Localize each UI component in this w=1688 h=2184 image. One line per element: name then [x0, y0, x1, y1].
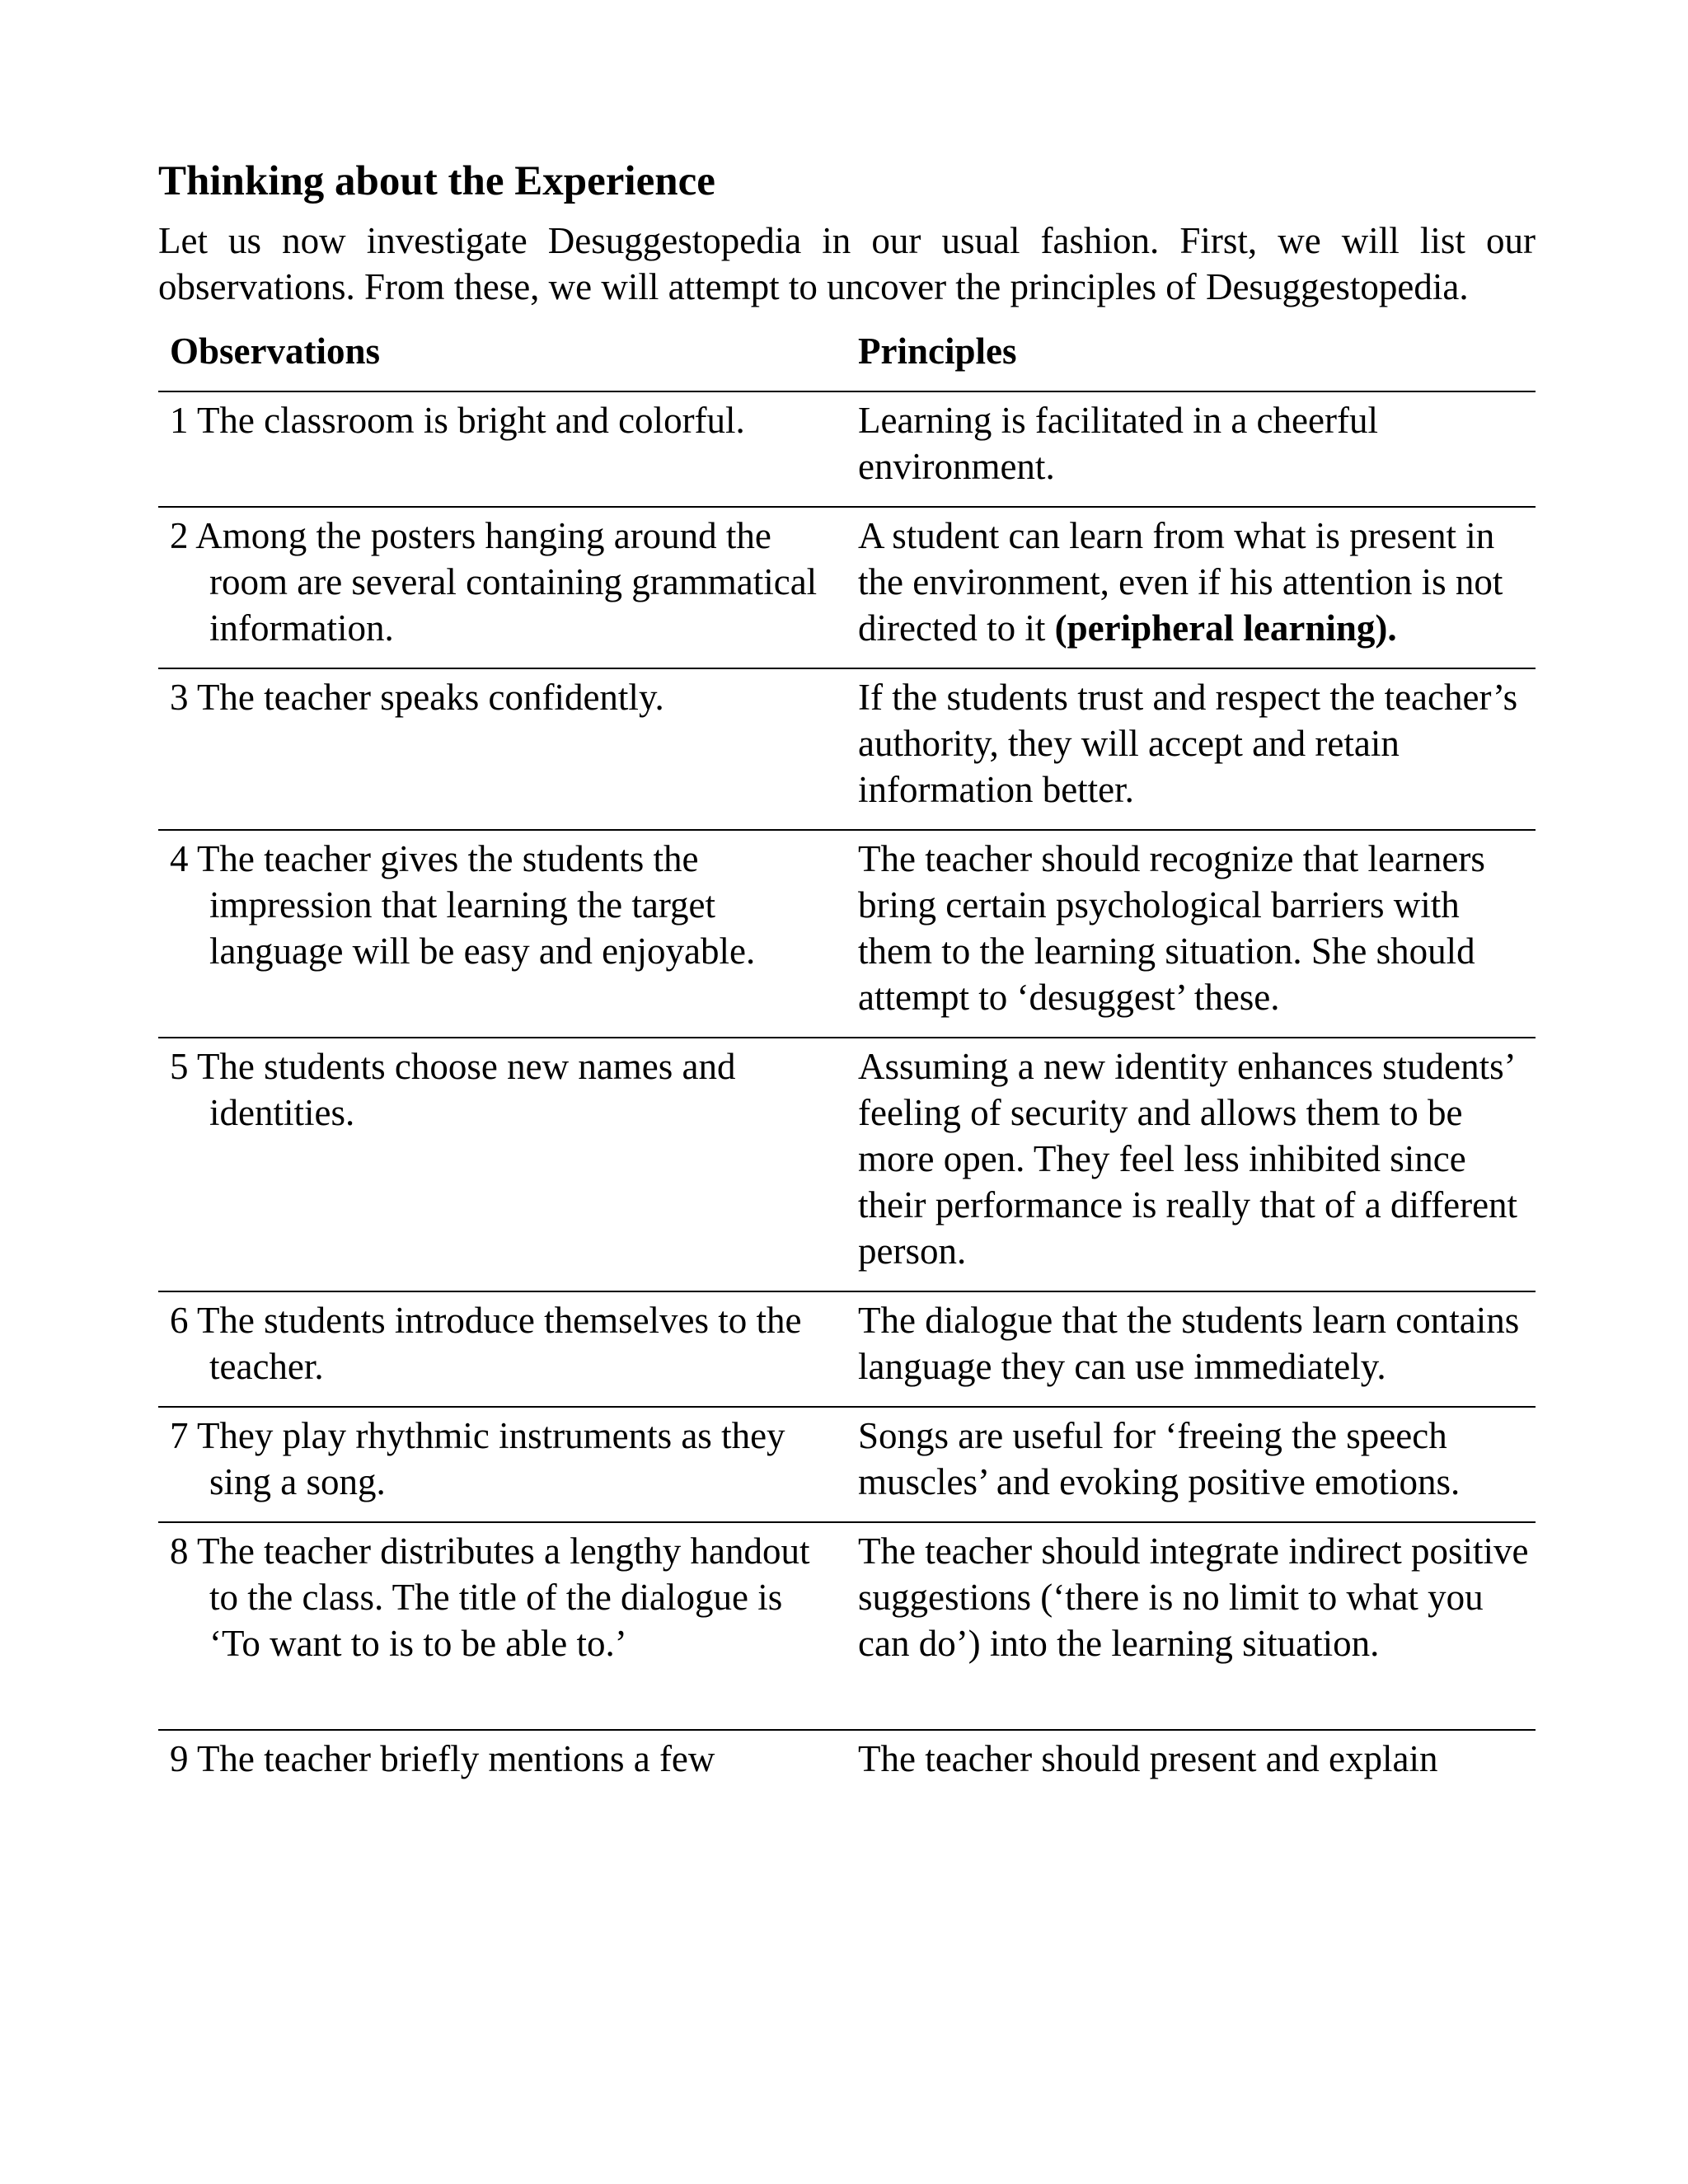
observation-text: The teacher briefly mentions a few	[196, 1738, 715, 1779]
principle-text: The teacher should recognize that learners bring certain psychological barriers with them to the learning situation. She should attempt to ‘desuggest’ these.	[858, 838, 1485, 1018]
observation-text: The teacher distributes a lengthy handout to the class. The title of the dialogue is ‘To want to is to be able to.’	[196, 1530, 810, 1664]
table-header-row	[158, 328, 1536, 391]
row-number: 7	[170, 1415, 189, 1456]
principle-text: The dialogue that the students learn contains language they can use immediately.	[858, 1300, 1520, 1387]
observation-cell	[158, 1522, 846, 1730]
principle-cell	[846, 1407, 1536, 1522]
observation-text: The classroom is bright and colorful.	[196, 400, 745, 441]
observation-text: The students choose new names and identities.	[196, 1046, 736, 1133]
principle-text: Learning is facilitated in a cheerful environment.	[858, 400, 1378, 487]
observation-cell	[158, 391, 846, 507]
table-row	[158, 1291, 1536, 1407]
observation-cell	[158, 1730, 846, 1798]
document-page	[158, 157, 1536, 1798]
observation-text: The students introduce themselves to the teacher.	[196, 1300, 802, 1387]
principle-bold-term: (peripheral learning).	[1054, 607, 1397, 649]
principle-cell	[846, 1038, 1536, 1291]
principle-text: The teacher should present and explain	[858, 1738, 1438, 1779]
row-number: 2	[170, 515, 189, 556]
principles-header: Principles	[846, 328, 1536, 391]
row-number: 3	[170, 677, 189, 718]
table-row	[158, 1038, 1536, 1291]
observation-cell	[158, 1291, 846, 1407]
table-row	[158, 391, 1536, 507]
table-row	[158, 668, 1536, 830]
table-row	[158, 1522, 1536, 1730]
observations-header: Observations	[158, 328, 846, 391]
principle-text: Assuming a new identity enhances students’ feeling of security and allows them to be more open. They feel less inhibited since their performance is really that of a different person.	[858, 1046, 1518, 1272]
observations-principles-table	[158, 328, 1536, 1798]
principle-text: A student can learn from what is present in the environment, even if his attention is not directed to it	[858, 515, 1503, 649]
table-row	[158, 1407, 1536, 1522]
principle-text: If the students trust and respect the teacher’s authority, they will accept and retain information better.	[858, 677, 1518, 810]
principle-cell	[846, 391, 1536, 507]
row-number: 6	[170, 1300, 189, 1341]
table-row	[158, 1730, 1536, 1798]
principle-cell	[846, 1730, 1536, 1798]
table-row	[158, 507, 1536, 668]
principle-cell	[846, 507, 1536, 668]
observation-cell	[158, 668, 846, 830]
principle-cell	[846, 668, 1536, 830]
row-number: 4	[170, 838, 189, 879]
principle-cell	[846, 1291, 1536, 1407]
observation-text: They play rhythmic instruments as they sing a song.	[196, 1415, 785, 1502]
principle-cell	[846, 1522, 1536, 1730]
row-number: 8	[170, 1530, 189, 1572]
observation-cell	[158, 1038, 846, 1291]
observation-text: The teacher gives the students the impression that learning the target language will be easy and enjoyable.	[196, 838, 756, 972]
intro-paragraph: Let us now investigate Desuggestopedia in our usual fashion. First, we will list our observations. From these, we will attempt to uncover the principles of Desuggestopedia.	[158, 220, 1536, 307]
table-row	[158, 830, 1536, 1038]
observation-cell	[158, 507, 846, 668]
observation-cell	[158, 1407, 846, 1522]
observation-cell	[158, 830, 846, 1038]
row-number: 1	[170, 400, 189, 441]
row-number: 5	[170, 1046, 189, 1087]
section-title: Thinking about the Experience	[158, 158, 715, 204]
observation-text: Among the posters hanging around the room are several containing grammatical information.	[195, 515, 818, 649]
row-number: 9	[170, 1738, 189, 1779]
principle-text: The teacher should integrate indirect positive suggestions (‘there is no limit to what you can do’) into the learning situation.	[858, 1530, 1529, 1664]
principle-cell	[846, 830, 1536, 1038]
principle-text: Songs are useful for ‘freeing the speech muscles’ and evoking positive emotions.	[858, 1415, 1461, 1502]
observation-text: The teacher speaks confidently.	[196, 677, 664, 718]
